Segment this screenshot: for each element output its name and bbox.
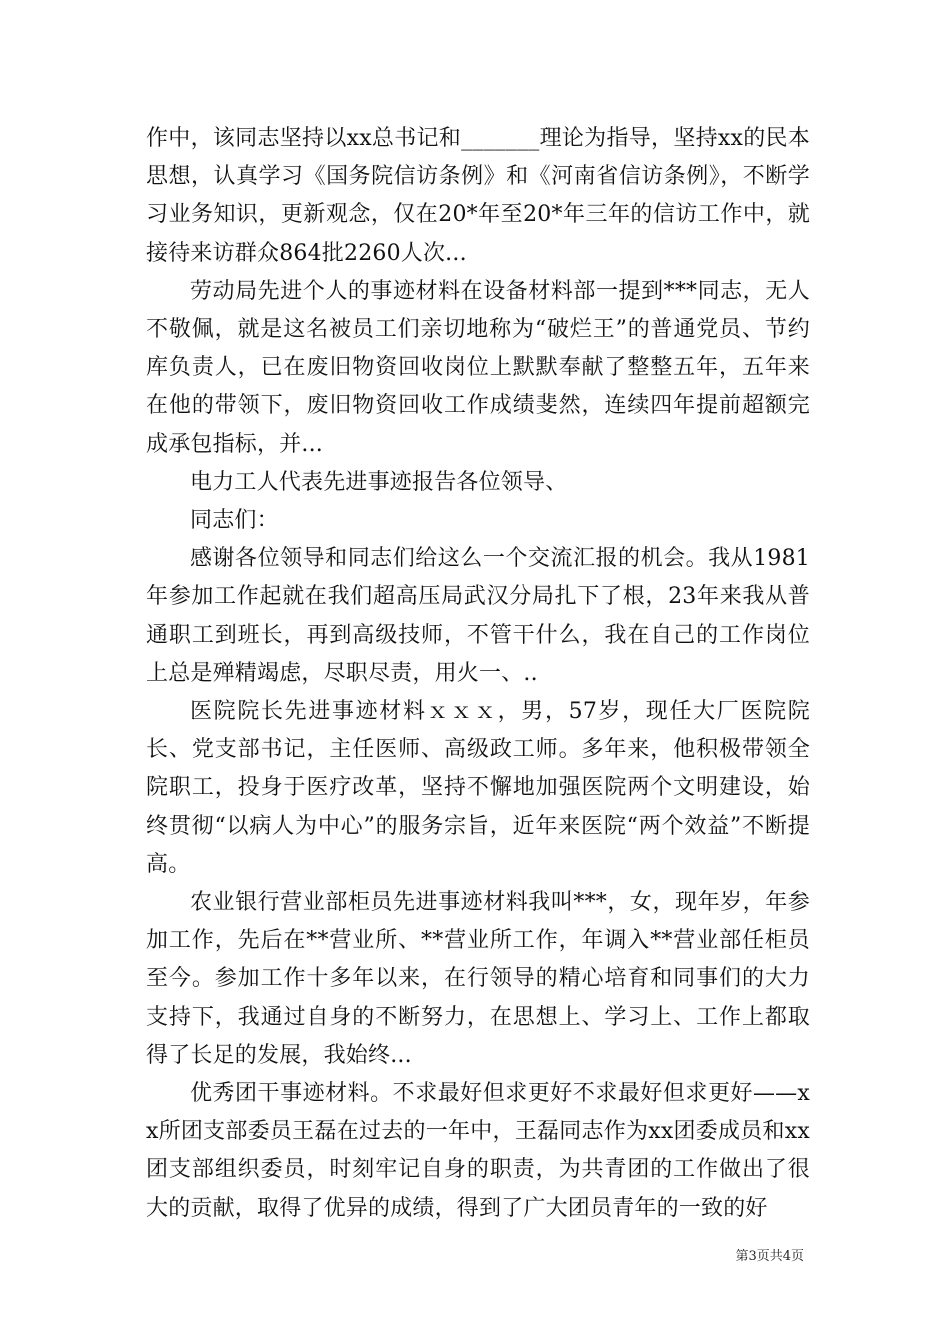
paragraph-bank-teller: 农业银行营业部柜员先进事迹材料我叫***，女，现年岁，年参加工作，先后在**营业所、**营业所工作，年调入**营业部任柜员至今。参加工作十多年以来，在行领导的精心培育和同事们的大力支持下，我通过自身的不断努力，在思想上、学习上、工作上都取得了长足的发展，我始终... bbox=[146, 890, 810, 1068]
paragraph-power-worker-title: 电力工人代表先进事迹报告各位领导、 bbox=[190, 469, 568, 495]
paragraph-hospital-director: 医院院长先进事迹材料ｘｘｘ，男，57岁，现任大厂医院院长、党支部书记，主任医师、高级政工师。多年来，他积极带领全院职工，投身于医疗改革，坚持不懈地加强医院两个文明建设，始终贯彻“以病人为中心”的服务宗旨，近年来医院“两个效益”不断提高。 bbox=[146, 699, 810, 877]
paragraph-labor-bureau: 劳动局先进个人的事迹材料在设备材料部一提到***同志，无人不敬佩，就是这名被员工们亲切地称为“破烂王”的普通党员、节约库负责人，已在废旧物资回收岗位上默默奉献了整整五年，五年来在他的带领下，废旧物资回收工作成绩斐然，连续四年提前超额完成承包指标，并... bbox=[146, 278, 810, 457]
paragraph-thanks: 感谢各位领导和同志们给这么一个交流汇报的机会。我从1981年参加工作起就在我们超高压局武汉分局扎下了根，23年来我从普通职工到班长，再到高级技师，不管干什么，我在自己的工作岗位上总是殚精竭虑，尽职尽责，用火一、.. bbox=[146, 546, 810, 686]
paragraph-continuation: 作中，该同志坚持以xx总书记和_______理论为指导，坚持xx的民本思想，认真学习《国务院信访条例》和《河南省信访条例》，不断学习业务知识，更新观念，仅在20*年至20*年三年的信访工作中，就接待来访群众864批2260人次... bbox=[146, 126, 810, 266]
paragraph-salutation: 同志们： bbox=[190, 508, 279, 534]
page-number-footer: 第3页共4页 bbox=[735, 1249, 804, 1264]
paragraph-youth-league: 优秀团干事迹材料。不求最好但求更好不求最好但求更好——xx所团支部委员王磊在过去的一年中，王磊同志作为xx团委成员和xx团支部组织委员，时刻牢记自身的职责，为共青团的工作做出了很大的贡献，取得了优异的成绩，得到了广大团员青年的一致的好 bbox=[146, 1081, 810, 1221]
document-body bbox=[146, 120, 810, 1228]
